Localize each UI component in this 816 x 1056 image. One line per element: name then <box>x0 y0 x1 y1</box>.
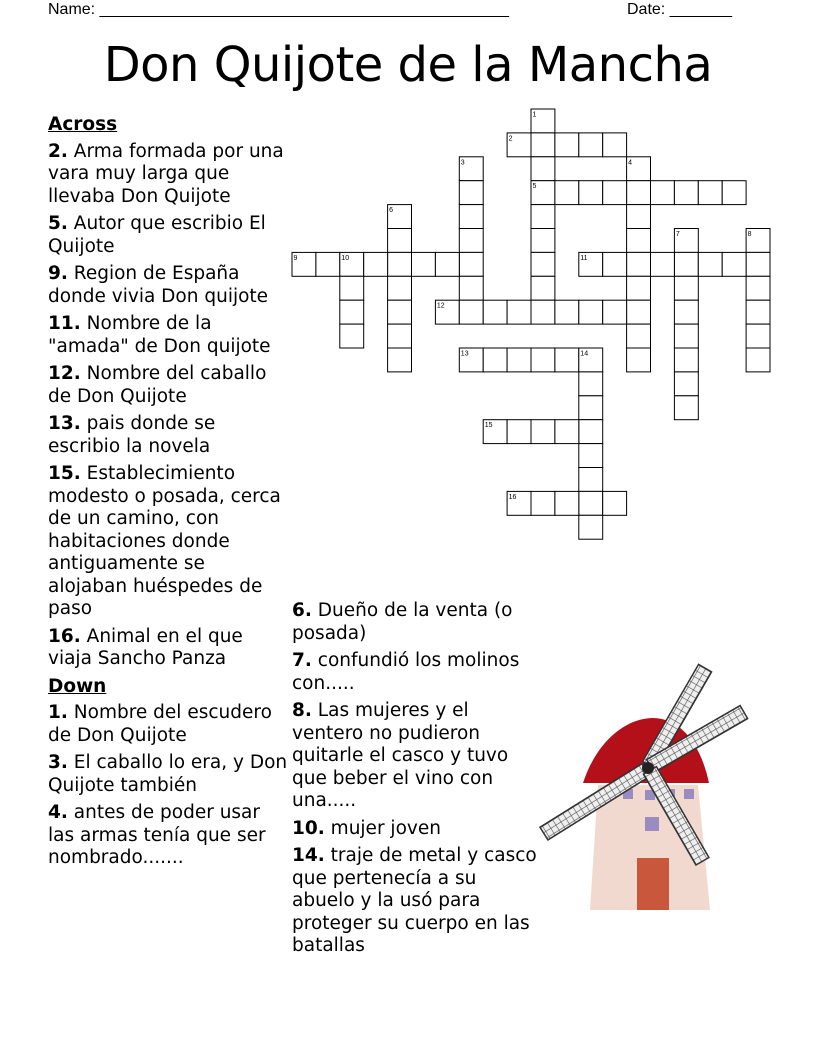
clue-text: Nombre de la "amada" de Don quijote <box>48 313 271 357</box>
clue-number: 16. <box>48 625 81 647</box>
grid-cell[interactable] <box>627 348 651 372</box>
grid-cell[interactable] <box>579 348 603 372</box>
across-clue <box>48 463 288 621</box>
down-clue <box>48 702 288 747</box>
grid-cell[interactable] <box>459 252 483 276</box>
date-label: Date: <box>627 1 666 18</box>
clue-number: 2. <box>48 140 68 162</box>
grid-cell-number: 5 <box>532 183 537 191</box>
grid-cell[interactable] <box>603 252 627 276</box>
grid-cell[interactable] <box>674 372 698 396</box>
grid-cell-number: 3 <box>460 159 465 167</box>
grid-cell[interactable] <box>531 276 555 300</box>
clue-text: Region de España donde vivia Don quijote <box>48 263 269 307</box>
grid-cell-number: 11 <box>580 254 588 262</box>
grid-cell[interactable] <box>579 252 603 276</box>
clue-text: Nombre del escudero de Don Quijote <box>48 702 272 746</box>
name-blank: ______________________________________________ <box>99 1 509 18</box>
grid-cell[interactable] <box>674 300 698 324</box>
grid-cell[interactable] <box>364 252 388 276</box>
grid-cell[interactable] <box>722 252 746 276</box>
grid-cell[interactable] <box>627 229 651 253</box>
clue-text: Dueño de la venta (o posada) <box>292 600 513 644</box>
across-clue <box>48 263 288 308</box>
clue-number: 14. <box>292 845 325 866</box>
grid-cell[interactable] <box>507 420 531 444</box>
grid-cell[interactable] <box>388 300 412 324</box>
clue-text: Autor que escribio El Quijote <box>48 213 266 257</box>
grid-cell[interactable] <box>459 276 483 300</box>
down-clue <box>292 700 542 813</box>
grid-cell[interactable] <box>579 468 603 492</box>
grid-cell[interactable] <box>579 300 603 324</box>
window <box>645 817 659 831</box>
across-heading: Across <box>48 114 118 135</box>
page-title: Don Quijote de la Mancha <box>103 37 713 93</box>
grid-cell[interactable] <box>603 300 627 324</box>
across-clue <box>48 413 288 458</box>
clue-number: 11. <box>48 313 81 334</box>
down-heading: Down <box>48 675 107 697</box>
date-field[interactable] <box>627 0 732 20</box>
grid-cell[interactable] <box>507 348 531 372</box>
grid-cell[interactable] <box>746 348 770 372</box>
clue-text: Establecimiento modesto o posada, cerca de un camino, con habitaciones donde antiguamente se alojaban huéspedes de paso <box>48 463 281 619</box>
grid-cell[interactable] <box>674 396 698 420</box>
grid-cell[interactable] <box>746 276 770 300</box>
across-clue <box>48 213 288 258</box>
grid-cell[interactable] <box>507 300 531 324</box>
grid-cell-number: 8 <box>747 231 752 238</box>
grid-cell[interactable] <box>316 252 340 276</box>
grid-cell[interactable] <box>674 348 698 372</box>
grid-cell[interactable] <box>459 157 483 181</box>
grid-cell[interactable] <box>627 181 651 205</box>
across-clue <box>48 626 288 671</box>
grid-cell[interactable] <box>531 157 555 181</box>
grid-cell-number: 4 <box>628 159 633 167</box>
name-field[interactable] <box>48 0 509 20</box>
grid-cell-number: 10 <box>341 254 350 262</box>
clue-text: Animal en el que viaja Sancho Panza <box>48 625 243 669</box>
grid-cell-number: 7 <box>675 231 680 238</box>
grid-cell[interactable] <box>746 324 770 348</box>
grid-cell[interactable] <box>698 252 722 276</box>
grid-cell-number: 14 <box>580 350 589 358</box>
grid-cell[interactable] <box>579 444 603 468</box>
grid-cell[interactable] <box>531 491 555 515</box>
grid-cell[interactable] <box>722 181 746 205</box>
clue-column-right <box>292 600 542 963</box>
grid-cell[interactable] <box>746 252 770 276</box>
grid-cell[interactable] <box>531 205 555 229</box>
grid-cell[interactable] <box>388 276 412 300</box>
clue-text: Las mujeres y el ventero no pudieron quitarle el casco y tuvo que beber el vino con una..... <box>292 700 509 811</box>
grid-cell-number: 2 <box>508 135 513 143</box>
clue-text: traje de metal y casco que pertenecía a su abuelo y la usó para proteger su cuerpo en las batallas <box>292 845 537 956</box>
clue-number: 4. <box>48 802 68 823</box>
down-clue <box>292 650 542 695</box>
grid-cell[interactable] <box>579 396 603 420</box>
grid-cell[interactable] <box>555 420 579 444</box>
grid-cell[interactable] <box>555 348 579 372</box>
windmill-icon <box>535 655 785 920</box>
clue-number: 15. <box>48 463 81 484</box>
grid-cell-number: 12 <box>436 302 445 310</box>
grid-cell-number: 15 <box>484 422 493 430</box>
clue-number: 8. <box>292 700 312 721</box>
grid-cell[interactable] <box>459 348 483 372</box>
grid-cell[interactable] <box>627 205 651 229</box>
grid-cell[interactable] <box>674 252 698 276</box>
grid-cell[interactable] <box>627 252 651 276</box>
across-clue <box>48 313 288 358</box>
grid-cell[interactable] <box>603 181 627 205</box>
grid-cell[interactable] <box>459 205 483 229</box>
clue-text: pais donde se escribio la novela <box>48 413 216 457</box>
clue-number: 5. <box>48 213 68 234</box>
grid-cell[interactable] <box>531 348 555 372</box>
grid-cell[interactable] <box>651 252 675 276</box>
grid-cell[interactable] <box>388 252 412 276</box>
grid-cell[interactable] <box>674 229 698 253</box>
down-clue <box>292 600 542 645</box>
date-blank: _______ <box>669 1 732 18</box>
grid-cell[interactable] <box>531 229 555 253</box>
clue-number: 12. <box>48 363 81 384</box>
grid-cell[interactable] <box>627 324 651 348</box>
windmill-door <box>637 858 669 910</box>
name-label: Name: <box>48 1 96 18</box>
grid-cell[interactable] <box>698 181 722 205</box>
grid-cell[interactable] <box>388 348 412 372</box>
clue-number: 7. <box>292 650 312 671</box>
grid-cell[interactable] <box>746 300 770 324</box>
grid-cell[interactable] <box>555 181 579 205</box>
grid-cell[interactable] <box>579 133 603 157</box>
clue-text: confundió los molinos con..... <box>292 650 520 694</box>
clue-number: 6. <box>292 600 312 621</box>
grid-cell[interactable] <box>674 324 698 348</box>
clue-number: 13. <box>48 413 81 434</box>
grid-cell[interactable] <box>627 157 651 181</box>
grid-cell[interactable] <box>579 181 603 205</box>
grid-cell-number: 6 <box>389 207 394 215</box>
grid-cell-number: 9 <box>293 254 298 262</box>
grid-cell[interactable] <box>579 420 603 444</box>
grid-cell[interactable] <box>483 300 507 324</box>
grid-cell[interactable] <box>459 229 483 253</box>
grid-cell[interactable] <box>531 300 555 324</box>
grid-cell[interactable] <box>483 348 507 372</box>
grid-cell[interactable] <box>459 181 483 205</box>
grid-cell[interactable] <box>555 133 579 157</box>
grid-cell[interactable] <box>579 491 603 515</box>
grid-cell-number: 1 <box>532 111 537 119</box>
down-clue <box>292 818 542 841</box>
clue-text: antes de poder usar las armas tenía que ser nombrado....... <box>48 802 266 868</box>
across-clue <box>48 363 288 408</box>
grid-cell[interactable] <box>674 276 698 300</box>
grid-cell[interactable] <box>579 515 603 539</box>
grid-cell[interactable] <box>340 300 364 324</box>
clue-text: Arma formada por una vara muy larga que llevaba Don Quijote <box>48 140 284 207</box>
grid-cell[interactable] <box>412 252 436 276</box>
grid-cell[interactable] <box>651 181 675 205</box>
grid-cell[interactable] <box>674 181 698 205</box>
grid-cell[interactable] <box>435 300 459 324</box>
grid-cell[interactable] <box>531 181 555 205</box>
grid-cell[interactable] <box>603 491 627 515</box>
grid-cell[interactable] <box>555 300 579 324</box>
grid-cell[interactable] <box>531 109 555 133</box>
clue-number: 10. <box>292 817 325 839</box>
clue-text: mujer joven <box>330 817 441 839</box>
clue-column-left <box>48 114 288 875</box>
across-clue <box>48 141 288 209</box>
grid-cell[interactable] <box>340 252 364 276</box>
clue-text: El caballo lo era, y Don Quijote también <box>48 752 288 796</box>
down-clue <box>48 802 288 870</box>
grid-cell[interactable] <box>507 491 531 515</box>
clue-number: 1. <box>48 702 68 723</box>
clue-number: 3. <box>48 752 68 773</box>
grid-cell[interactable] <box>507 133 531 157</box>
down-clue <box>48 752 288 797</box>
down-clue <box>292 845 542 958</box>
grid-cell[interactable] <box>579 372 603 396</box>
clue-number: 9. <box>48 263 68 284</box>
grid-cell[interactable] <box>531 133 555 157</box>
grid-cell[interactable] <box>555 491 579 515</box>
grid-cell[interactable] <box>388 324 412 348</box>
clue-text: Nombre del caballo de Don Quijote <box>48 363 267 407</box>
grid-cell-number: 16 <box>508 493 517 501</box>
grid-cell[interactable] <box>746 229 770 253</box>
grid-cell[interactable] <box>340 276 364 300</box>
grid-cell-number: 13 <box>460 350 469 358</box>
window <box>684 789 694 799</box>
grid-cell[interactable] <box>483 420 507 444</box>
grid-cell[interactable] <box>627 300 651 324</box>
grid-cell[interactable] <box>531 420 555 444</box>
grid-cell[interactable] <box>292 252 316 276</box>
grid-cell[interactable] <box>435 252 459 276</box>
grid-cell[interactable] <box>388 229 412 253</box>
grid-cell[interactable] <box>388 205 412 229</box>
grid-cell[interactable] <box>340 324 364 348</box>
grid-cell[interactable] <box>531 252 555 276</box>
grid-cell[interactable] <box>603 133 627 157</box>
grid-cell[interactable] <box>459 300 483 324</box>
grid-cell[interactable] <box>627 276 651 300</box>
